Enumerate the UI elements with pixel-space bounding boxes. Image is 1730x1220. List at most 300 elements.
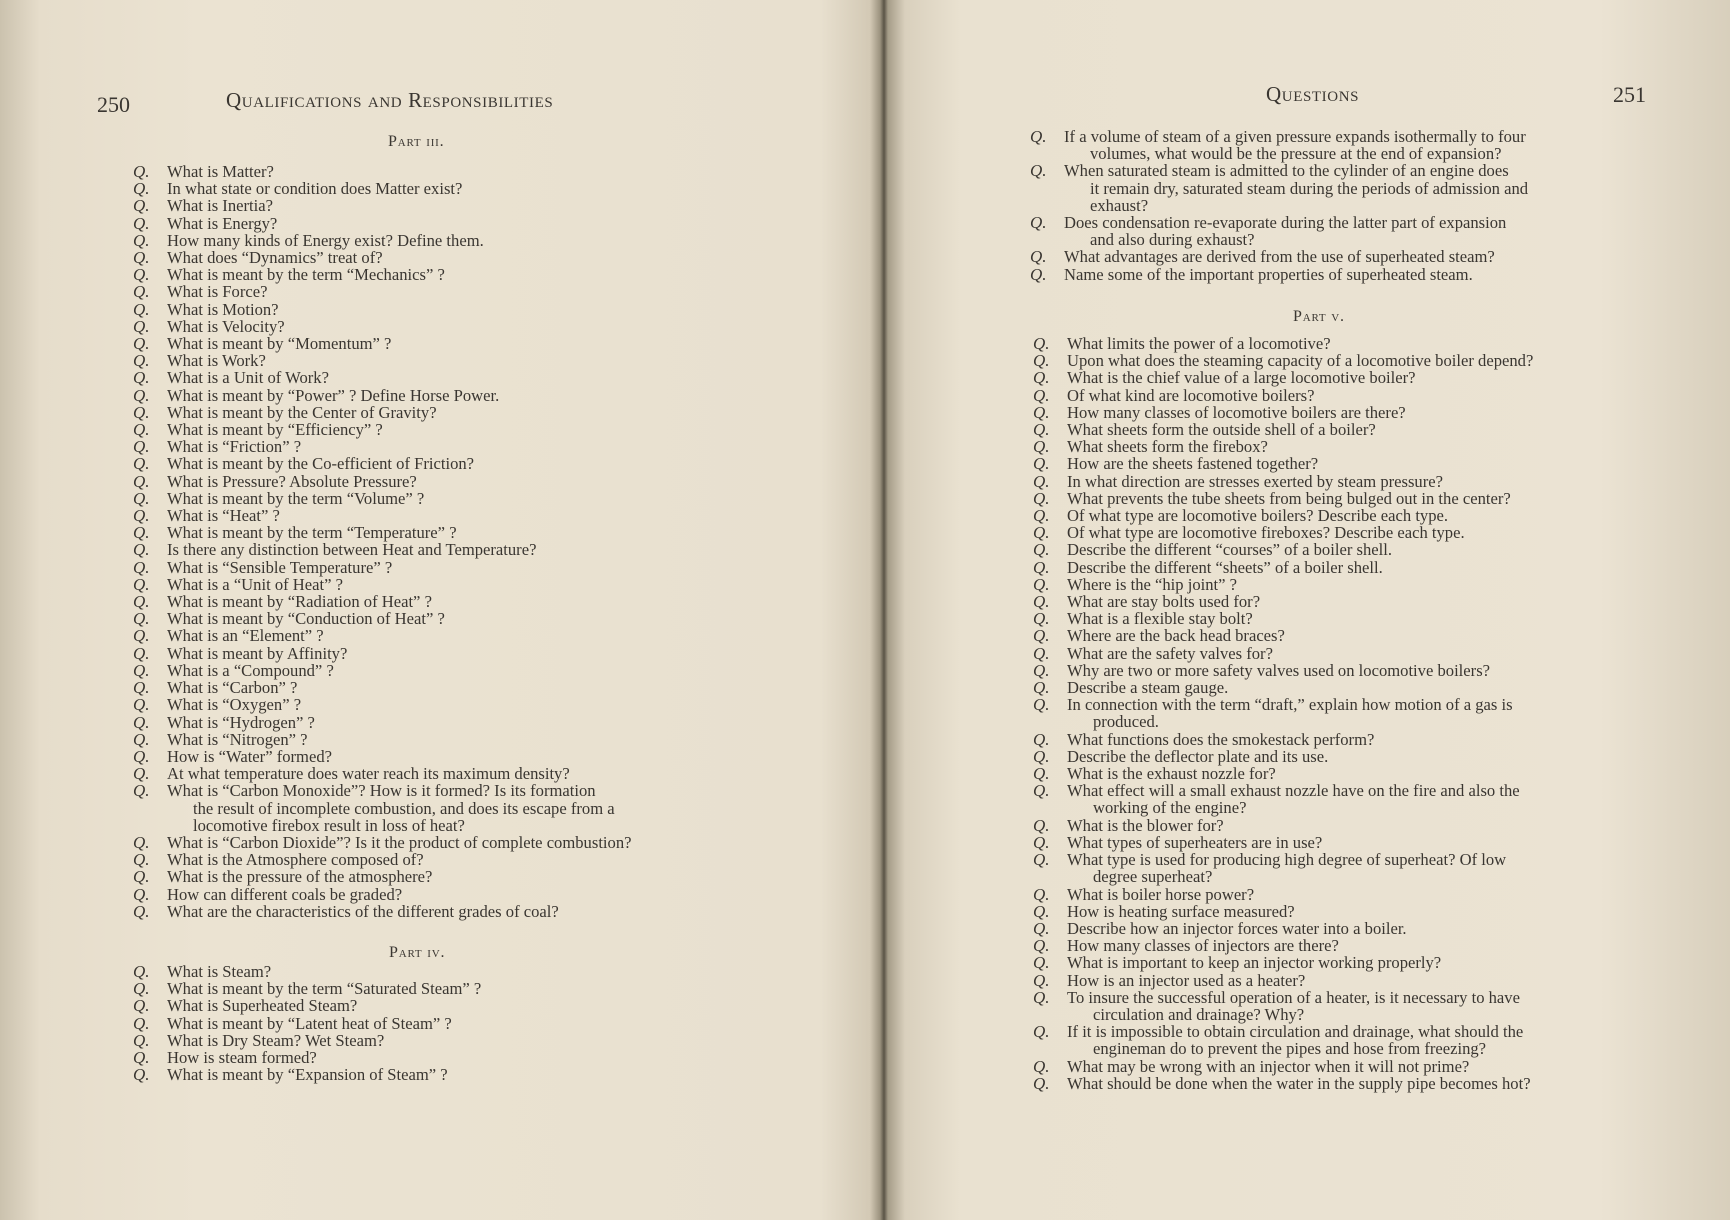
- question-item: [1033, 627, 1645, 644]
- question-item: [133, 610, 755, 627]
- question-text: How many kinds of Energy exist? Define them.: [167, 230, 484, 250]
- question-text-multiline: [1067, 989, 1645, 1023]
- question-text: Name some of the important properties of superheated steam.: [1064, 264, 1473, 284]
- question-item: [1033, 954, 1645, 971]
- question-item: [1033, 989, 1645, 1023]
- question-marker: Q.: [1033, 351, 1050, 371]
- question-marker: Q.: [133, 729, 150, 749]
- question-marker: Q.: [1033, 385, 1050, 405]
- question-item: [133, 352, 755, 369]
- question-line: degree superheat?: [1093, 867, 1213, 887]
- question-marker: Q.: [1030, 161, 1047, 181]
- question-item: [1033, 387, 1645, 404]
- question-text: What sheets form the outside shell of a boiler?: [1067, 420, 1376, 440]
- question-item: [1033, 834, 1645, 851]
- question-text: What is meant by Affinity?: [167, 643, 348, 663]
- question-text: What is “Carbon” ?: [167, 678, 298, 698]
- question-item: [133, 197, 755, 214]
- question-text: What is the Atmosphere composed of?: [167, 850, 424, 870]
- part-heading-iii: Part iii.: [388, 133, 445, 150]
- question-item: [1033, 972, 1645, 989]
- question-line: the result of incomplete combustion, and does its escape from a: [193, 798, 615, 818]
- question-item: [1033, 748, 1645, 765]
- question-item: [1033, 335, 1645, 352]
- question-item: [133, 249, 755, 266]
- question-item: [133, 645, 755, 662]
- question-item: [1033, 782, 1645, 816]
- question-item: [133, 559, 755, 576]
- question-text: What is meant by “Momentum” ?: [167, 334, 392, 354]
- question-marker: Q.: [1033, 368, 1050, 388]
- question-marker: Q.: [133, 592, 150, 612]
- question-marker: Q.: [133, 402, 150, 422]
- question-marker: Q.: [133, 437, 150, 457]
- question-text: Describe the different “courses” of a boiler shell.: [1067, 540, 1392, 560]
- question-marker: Q.: [133, 540, 150, 560]
- question-text-multiline: [1064, 214, 1642, 248]
- question-item: [1033, 886, 1645, 903]
- question-text: What is a “Compound” ?: [167, 660, 334, 680]
- question-text: What are the safety valves for?: [1067, 643, 1273, 663]
- question-item: [1033, 438, 1645, 455]
- question-marker: Q.: [133, 901, 150, 921]
- question-marker: Q.: [1030, 127, 1047, 146]
- question-marker: Q.: [1033, 953, 1050, 973]
- question-item: [133, 335, 755, 352]
- question-text: Describe the different “sheets” of a boiler shell.: [1067, 557, 1383, 577]
- question-item: [1033, 490, 1645, 507]
- question-line: and also during exhaust?: [1090, 230, 1255, 250]
- question-item: [1033, 610, 1645, 627]
- question-item: [133, 696, 755, 713]
- question-item: [133, 903, 755, 920]
- question-text: What limits the power of a locomotive?: [1067, 334, 1331, 353]
- question-item: [133, 421, 755, 438]
- question-item: [1033, 662, 1645, 679]
- question-marker: Q.: [133, 996, 150, 1016]
- question-marker: Q.: [1030, 213, 1047, 233]
- question-item: [1033, 696, 1645, 730]
- question-item: [133, 490, 755, 507]
- question-marker: Q.: [133, 867, 150, 887]
- question-text: Upon what does the steaming capacity of a locomotive boiler depend?: [1067, 351, 1534, 371]
- question-item: [1033, 765, 1645, 782]
- question-marker: Q.: [133, 884, 150, 904]
- question-text: What is meant by the Co-efficient of Friction?: [167, 454, 475, 474]
- question-marker: Q.: [1030, 264, 1047, 284]
- question-text: In what state or condition does Matter exist?: [167, 179, 463, 199]
- question-marker: Q.: [1033, 420, 1050, 440]
- question-text: What is meant by “Efficiency” ?: [167, 420, 383, 440]
- question-text: What is Velocity?: [167, 316, 285, 336]
- question-item: [133, 301, 755, 318]
- question-line: To insure the successful operation of a heater, is it necessary to have: [1067, 987, 1520, 1007]
- question-text: What is Pressure? Absolute Pressure?: [167, 471, 417, 491]
- question-item: [133, 266, 755, 283]
- question-text-multiline: [1067, 851, 1645, 885]
- question-item: [133, 714, 755, 731]
- question-text: What advantages are derived from the use of superheated steam?: [1064, 247, 1495, 267]
- question-marker: Q.: [1033, 729, 1050, 749]
- question-text: What is “Hydrogen” ?: [167, 712, 315, 732]
- question-text: What functions does the smokestack perform?: [1067, 729, 1375, 749]
- question-text-multiline: [1064, 128, 1642, 162]
- question-marker: Q.: [1033, 592, 1050, 612]
- question-item: [1033, 421, 1645, 438]
- question-text: What is meant by the term “Mechanics” ?: [167, 265, 445, 285]
- question-line: engineman do to prevent the pipes and hose from freezing?: [1093, 1039, 1487, 1059]
- question-text: Why are two or more safety valves used on locomotive boilers?: [1067, 660, 1491, 680]
- running-head-right: Questions: [1266, 82, 1360, 106]
- question-item: [1030, 214, 1642, 248]
- question-marker: Q.: [1033, 437, 1050, 457]
- question-text: What is meant by the term “Volume” ?: [167, 488, 425, 508]
- question-item: [133, 731, 755, 748]
- question-text: What is Force?: [167, 282, 268, 302]
- question-line: working of the engine?: [1093, 798, 1247, 818]
- question-marker: Q.: [133, 962, 150, 981]
- question-text-multiline: [1067, 782, 1645, 816]
- question-item: [1033, 1023, 1645, 1057]
- question-text: What prevents the tube sheets from being bulged out in the center?: [1067, 488, 1511, 508]
- question-text: What does “Dynamics” treat of?: [167, 248, 383, 268]
- question-item: [1033, 937, 1645, 954]
- part-heading-iv: Part iv.: [389, 944, 446, 961]
- question-item: [1033, 404, 1645, 421]
- question-item: [1030, 248, 1642, 265]
- question-text: What is meant by “Power” ? Define Horse Power.: [167, 385, 500, 405]
- question-text: What is Dry Steam? Wet Steam?: [167, 1030, 385, 1050]
- question-marker: Q.: [133, 265, 150, 285]
- question-marker: Q.: [1033, 1056, 1050, 1076]
- question-text: Where is the “hip joint” ?: [1067, 574, 1238, 594]
- question-item: [133, 180, 755, 197]
- question-item: [1033, 903, 1645, 920]
- question-marker: Q.: [1033, 987, 1050, 1007]
- question-item: [1033, 645, 1645, 662]
- question-item: [133, 404, 755, 421]
- question-text: What is Superheated Steam?: [167, 996, 358, 1016]
- question-item: [1033, 1075, 1645, 1092]
- question-item: [133, 679, 755, 696]
- question-line: it remain dry, saturated steam during the periods of admission and: [1090, 178, 1529, 198]
- question-text: What is meant by the Center of Gravity?: [167, 402, 437, 422]
- question-marker: Q.: [1033, 574, 1050, 594]
- question-marker: Q.: [1033, 1022, 1050, 1042]
- question-item: [1033, 593, 1645, 610]
- question-marker: Q.: [1033, 454, 1050, 474]
- question-marker: Q.: [1033, 402, 1050, 422]
- question-marker: Q.: [133, 523, 150, 543]
- question-item: [1030, 162, 1642, 214]
- question-item: [1030, 128, 1642, 162]
- question-marker: Q.: [133, 299, 150, 319]
- question-marker: Q.: [133, 196, 150, 216]
- question-marker: Q.: [133, 420, 150, 440]
- question-item: [133, 851, 755, 868]
- question-marker: Q.: [133, 506, 150, 526]
- question-item: [133, 507, 755, 524]
- page-number-left: 250: [97, 92, 130, 117]
- question-text: Of what type are locomotive boilers? Describe each type.: [1067, 506, 1449, 526]
- question-text: What is the pressure of the atmosphere?: [167, 867, 433, 887]
- question-line: If a volume of steam of a given pressure expands isothermally to four: [1064, 127, 1526, 146]
- question-item: [133, 473, 755, 490]
- question-item: [1033, 455, 1645, 472]
- question-marker: Q.: [133, 454, 150, 474]
- question-text: What is meant by the term “Saturated Steam” ?: [167, 979, 482, 999]
- question-text: What is “Nitrogen” ?: [167, 729, 308, 749]
- question-marker: Q.: [1033, 695, 1050, 715]
- question-item: [1033, 524, 1645, 541]
- question-text: What is the chief value of a large locomotive boiler?: [1067, 368, 1416, 388]
- question-marker: Q.: [133, 1030, 150, 1050]
- question-text-multiline: [1067, 1023, 1645, 1057]
- question-text: How is steam formed?: [167, 1048, 317, 1068]
- question-marker: Q.: [133, 574, 150, 594]
- question-text: At what temperature does water reach its maximum density?: [167, 764, 570, 784]
- question-marker: Q.: [1033, 660, 1050, 680]
- question-item: [133, 662, 755, 679]
- question-item: [133, 232, 755, 249]
- question-text: What is a flexible stay bolt?: [1067, 609, 1253, 629]
- question-text: Of what type are locomotive fireboxes? Describe each type.: [1067, 523, 1465, 543]
- question-marker: Q.: [133, 626, 150, 646]
- question-marker: Q.: [133, 678, 150, 698]
- question-marker: Q.: [1033, 643, 1050, 663]
- question-marker: Q.: [133, 351, 150, 371]
- question-item: [133, 387, 755, 404]
- question-item: [133, 593, 755, 610]
- question-text: What is meant by the term “Temperature” ?: [167, 523, 457, 543]
- question-item: [133, 886, 755, 903]
- question-list-part-v: [1033, 335, 1645, 1092]
- question-text: What is boiler horse power?: [1067, 884, 1255, 904]
- question-marker: Q.: [133, 1065, 150, 1085]
- question-text: What sheets form the firebox?: [1067, 437, 1268, 457]
- question-text: What is Steam?: [167, 962, 272, 981]
- question-marker: Q.: [133, 230, 150, 250]
- question-marker: Q.: [1033, 936, 1050, 956]
- question-item: [1033, 369, 1645, 386]
- question-line: locomotive firebox result in loss of heat?: [193, 815, 465, 835]
- question-item: [1033, 851, 1645, 885]
- question-marker: Q.: [133, 850, 150, 870]
- question-marker: Q.: [1033, 918, 1050, 938]
- question-text: What are stay bolts used for?: [1067, 592, 1261, 612]
- question-marker: Q.: [1033, 850, 1050, 870]
- question-item: [1033, 559, 1645, 576]
- question-text: What is “Carbon Dioxide”? Is it the product of complete combustion?: [167, 832, 632, 852]
- question-line: In connection with the term “draft,” explain how motion of a gas is: [1067, 695, 1513, 715]
- question-line: volumes, what would be the pressure at the end of expansion?: [1090, 144, 1502, 164]
- part-heading-v: Part v.: [1293, 308, 1345, 325]
- question-text-multiline: [1064, 162, 1642, 214]
- question-text: How can different coals be graded?: [167, 884, 403, 904]
- question-marker: Q.: [1033, 901, 1050, 921]
- question-text: What may be wrong with an injector when it will not prime?: [1067, 1056, 1470, 1076]
- question-text: What is “Friction” ?: [167, 437, 302, 457]
- question-marker: Q.: [133, 471, 150, 491]
- question-line: What is “Carbon Monoxide”? How is it formed? Is its formation: [167, 781, 596, 801]
- question-text: What is meant by “Radiation of Heat” ?: [167, 592, 432, 612]
- question-marker: Q.: [1033, 626, 1050, 646]
- question-marker: Q.: [133, 712, 150, 732]
- question-text: What is the exhaust nozzle for?: [1067, 764, 1276, 784]
- question-item: [1033, 507, 1645, 524]
- page-number-right: 251: [1613, 82, 1646, 107]
- question-item: [1030, 266, 1642, 283]
- question-marker: Q.: [1033, 488, 1050, 508]
- question-text-multiline: [1067, 696, 1645, 730]
- question-line: If it is impossible to obtain circulation and drainage, what should the: [1067, 1022, 1524, 1042]
- question-item: [133, 576, 755, 593]
- question-list-part-iii: [133, 163, 755, 920]
- question-item: [133, 1066, 755, 1083]
- question-text: Describe a steam gauge.: [1067, 678, 1229, 698]
- question-text: What is an “Element” ?: [167, 626, 324, 646]
- question-marker: Q.: [133, 746, 150, 766]
- question-line: When saturated steam is admitted to the cylinder of an engine does: [1064, 161, 1509, 181]
- question-marker: Q.: [133, 979, 150, 999]
- question-marker: Q.: [1033, 764, 1050, 784]
- question-text: What is a Unit of Work?: [167, 368, 329, 388]
- question-text: Where are the back head braces?: [1067, 626, 1285, 646]
- question-item: [133, 748, 755, 765]
- question-marker: Q.: [133, 643, 150, 663]
- question-marker: Q.: [1033, 540, 1050, 560]
- question-text: What is meant by “Expansion of Steam” ?: [167, 1065, 448, 1085]
- question-marker: Q.: [1033, 970, 1050, 990]
- question-item: [1033, 473, 1645, 490]
- question-item: [133, 765, 755, 782]
- question-marker: Q.: [133, 316, 150, 336]
- question-marker: Q.: [133, 162, 150, 181]
- question-item: [133, 1032, 755, 1049]
- question-marker: Q.: [1033, 678, 1050, 698]
- question-line: circulation and drainage? Why?: [1093, 1004, 1305, 1024]
- question-item: [1033, 731, 1645, 748]
- question-text: What is important to keep an injector working properly?: [1067, 953, 1442, 973]
- question-item: [133, 1049, 755, 1066]
- question-line: exhaust?: [1090, 195, 1149, 215]
- question-marker: Q.: [133, 832, 150, 852]
- question-line: produced.: [1093, 712, 1159, 732]
- question-marker: Q.: [1033, 523, 1050, 543]
- question-marker: Q.: [1033, 1073, 1050, 1093]
- question-list-part-iv-continued: [1030, 128, 1642, 283]
- question-marker: Q.: [1033, 884, 1050, 904]
- question-list-part-iv: [133, 963, 755, 1083]
- question-marker: Q.: [1033, 746, 1050, 766]
- question-marker: Q.: [133, 179, 150, 199]
- question-marker: Q.: [133, 695, 150, 715]
- question-text: How is an injector used as a heater?: [1067, 970, 1306, 990]
- question-item: [133, 369, 755, 386]
- question-marker: Q.: [133, 334, 150, 354]
- question-item: [1033, 541, 1645, 558]
- question-marker: Q.: [133, 248, 150, 268]
- question-text: How many classes of injectors are there?: [1067, 936, 1339, 956]
- question-text: What is “Heat” ?: [167, 506, 280, 526]
- question-text: What is Work?: [167, 351, 266, 371]
- question-marker: Q.: [133, 282, 150, 302]
- question-item: [1033, 352, 1645, 369]
- question-item: [1033, 1058, 1645, 1075]
- question-marker: Q.: [133, 609, 150, 629]
- question-marker: Q.: [1033, 609, 1050, 629]
- question-marker: Q.: [133, 1048, 150, 1068]
- question-marker: Q.: [1033, 781, 1050, 801]
- question-item: [1033, 817, 1645, 834]
- question-item: [133, 980, 755, 997]
- question-item: [133, 997, 755, 1014]
- question-text: Describe how an injector forces water into a boiler.: [1067, 918, 1407, 938]
- question-marker: Q.: [133, 1013, 150, 1033]
- question-item: [1033, 679, 1645, 696]
- question-text: What should be done when the water in the supply pipe becomes hot?: [1067, 1073, 1531, 1093]
- question-text: What is “Sensible Temperature” ?: [167, 557, 393, 577]
- question-marker: Q.: [133, 368, 150, 388]
- question-line: What type is used for producing high degree of superheat? Of low: [1067, 850, 1507, 870]
- question-item: [133, 455, 755, 472]
- question-item: [133, 438, 755, 455]
- question-text: Is there any distinction between Heat and Temperature?: [167, 540, 537, 560]
- question-line: What effect will a small exhaust nozzle have on the fire and also the: [1067, 781, 1520, 801]
- question-item: [133, 163, 755, 180]
- question-text-multiline: [167, 782, 755, 834]
- question-item: [1033, 920, 1645, 937]
- question-marker: Q.: [133, 781, 150, 801]
- question-marker: Q.: [1030, 247, 1047, 267]
- question-marker: Q.: [133, 213, 150, 233]
- question-item: [133, 318, 755, 335]
- question-text: What is “Oxygen” ?: [167, 695, 302, 715]
- question-marker: Q.: [133, 557, 150, 577]
- question-text: What is Motion?: [167, 299, 279, 319]
- question-marker: Q.: [133, 764, 150, 784]
- question-text: How is heating surface measured?: [1067, 901, 1295, 921]
- question-text: What is the blower for?: [1067, 815, 1224, 835]
- question-line: Does condensation re-evaporate during the latter part of expansion: [1064, 213, 1507, 233]
- question-item: [133, 782, 755, 834]
- question-item: [133, 627, 755, 644]
- question-item: [133, 524, 755, 541]
- question-text: What is Energy?: [167, 213, 278, 233]
- question-marker: Q.: [1033, 471, 1050, 491]
- question-text: What are the characteristics of the different grades of coal?: [167, 901, 559, 921]
- right-page: [886, 0, 1730, 1220]
- question-text: How are the sheets fastened together?: [1067, 454, 1319, 474]
- question-text: Of what kind are locomotive boilers?: [1067, 385, 1315, 405]
- question-text: What is meant by “Conduction of Heat” ?: [167, 609, 445, 629]
- question-item: [133, 834, 755, 851]
- question-marker: Q.: [1033, 557, 1050, 577]
- running-head-left: Qualifications and Responsibilities: [226, 88, 554, 112]
- question-marker: Q.: [1033, 815, 1050, 835]
- question-text: How is “Water” formed?: [167, 746, 332, 766]
- question-item: [133, 1015, 755, 1032]
- question-text: Describe the deflector plate and its use.: [1067, 746, 1329, 766]
- question-text: What is a “Unit of Heat” ?: [167, 574, 344, 594]
- question-item: [133, 541, 755, 558]
- question-text: What is Matter?: [167, 162, 274, 181]
- question-item: [133, 868, 755, 885]
- question-text: In what direction are stresses exerted by steam pressure?: [1067, 471, 1443, 491]
- question-text: What is meant by “Latent heat of Steam” ?: [167, 1013, 452, 1033]
- question-marker: Q.: [133, 385, 150, 405]
- question-item: [133, 963, 755, 980]
